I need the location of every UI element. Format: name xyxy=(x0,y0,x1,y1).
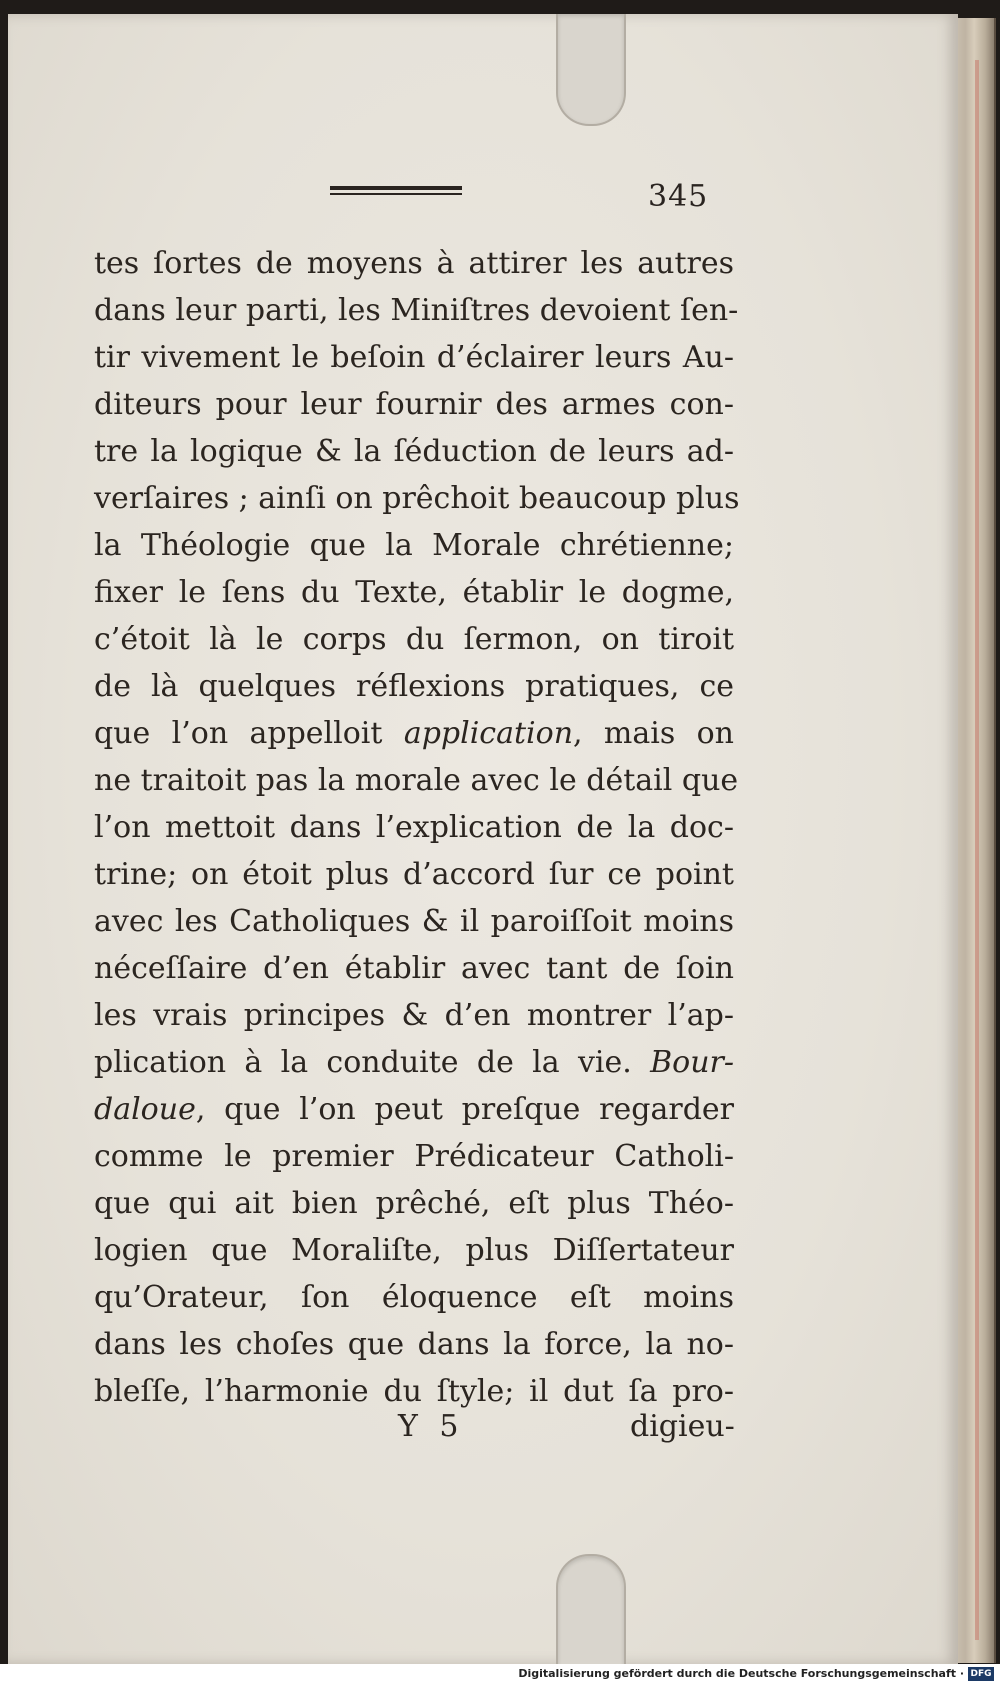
text-line: verſaires ; ainſi on prêchoit beaucoup plus xyxy=(94,481,740,516)
text-line: comme le premier Prédicateur Catholi- xyxy=(94,1139,734,1174)
catchword: digieu- xyxy=(630,1409,735,1444)
italic-name: daloue xyxy=(94,1092,196,1127)
top-clip xyxy=(556,14,626,126)
text-line: tes ſortes de moyens à attirer les autres xyxy=(94,246,734,281)
text-line: que l’on appelloit application, mais on xyxy=(94,716,734,751)
text-line: fixer le ſens du Texte, établir le dogme, xyxy=(94,575,734,610)
text-line: la Théologie que la Morale chrétienne; xyxy=(94,528,734,563)
text-line: dans les choſes que dans la force, la no- xyxy=(94,1327,734,1362)
text-line: logien que Moraliſte, plus Diſſertateur xyxy=(94,1233,734,1268)
text-line: ne traitoit pas la morale avec le détail que xyxy=(94,763,739,798)
text-line: plication à la conduite de la vie. Bour- xyxy=(94,1045,734,1080)
book-page xyxy=(8,14,958,1664)
text-line: les vrais principes & d’en montrer l’ap- xyxy=(94,998,734,1033)
text-line: de là quelques réflexions pratiques, ce xyxy=(94,669,734,704)
text-line: diteurs pour leur fournir des armes con- xyxy=(94,387,734,422)
digitization-credit: Digitalisierung gefördert durch die Deutsche Forschungsgemeinschaft · xyxy=(518,1667,964,1680)
text-line: néceſſaire d’en établir avec tant de ſoin xyxy=(94,951,734,986)
text-line: bleſſe, l’harmonie du ſtyle; il dut ſa pro- xyxy=(94,1374,734,1409)
header-rule-ornament xyxy=(330,186,462,190)
italic-name: Bour- xyxy=(650,1045,734,1080)
text-line: tre la logique & la ſéduction de leurs ad- xyxy=(94,434,734,469)
body-text xyxy=(94,240,740,1415)
text-line: que qui ait bien prêché, eſt plus Théo- xyxy=(94,1186,734,1221)
text-line: qu’Orateur, ſon éloquence eſt moins xyxy=(94,1280,734,1315)
text-line: tir vivement le beſoin d’éclairer leurs Au- xyxy=(94,340,734,375)
text-line: c’étoit là le corps du ſermon, on tiroit xyxy=(94,622,734,657)
signature-mark: Y 5 xyxy=(398,1409,465,1444)
dfg-logo-icon: DFG xyxy=(968,1667,994,1681)
text-line: trine; on étoit plus d’accord ſur ce point xyxy=(94,857,734,892)
text-line: avec les Catholiques & il paroiſſoit moins xyxy=(94,904,734,939)
text-line: dans leur parti, les Miniſtres devoient ſen- xyxy=(94,293,739,328)
page-edge-stain xyxy=(975,60,979,1640)
page-number: 345 xyxy=(648,179,709,214)
italic-term: application xyxy=(403,716,574,751)
text-line: l’on mettoit dans l’explication de la doc- xyxy=(94,810,734,845)
text-line: daloue, que l’on peut preſque regarder xyxy=(94,1092,734,1127)
